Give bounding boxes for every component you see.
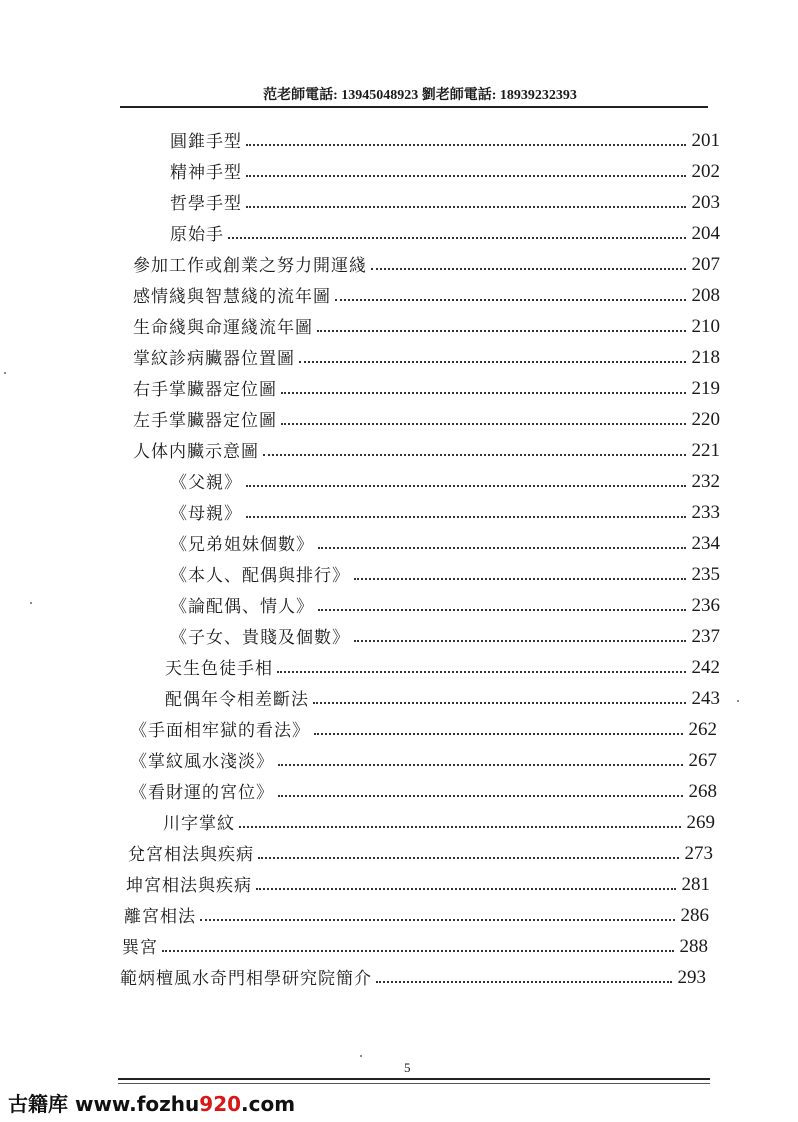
toc-entry[interactable] xyxy=(133,277,720,307)
toc-entry-title: 《掌紋風水淺淡》 xyxy=(130,752,274,772)
toc-entry-page: 262 xyxy=(688,719,717,740)
toc-entry-page: 243 xyxy=(691,688,720,709)
toc-entry-page: 293 xyxy=(677,967,706,988)
footer-rule-thin xyxy=(118,1083,710,1084)
toc-entry-title: 《論配偶、情人》 xyxy=(170,597,314,617)
toc-entry[interactable] xyxy=(128,835,713,865)
toc-entry-page: 218 xyxy=(691,347,720,368)
scan-speck xyxy=(360,1055,362,1057)
toc-entry-page: 220 xyxy=(691,409,720,430)
toc-leader-dots xyxy=(200,918,675,921)
scan-speck xyxy=(30,602,32,604)
toc-entry-title: 原始手 xyxy=(170,225,224,245)
toc-leader-dots xyxy=(281,391,686,394)
toc-entry[interactable] xyxy=(170,618,720,648)
toc-entry[interactable] xyxy=(130,773,717,803)
watermark-brand-a: fozhu xyxy=(136,1092,200,1116)
toc-leader-dots xyxy=(318,546,686,549)
watermark-suffix: .com xyxy=(241,1092,296,1116)
toc-leader-dots xyxy=(278,794,683,797)
toc-entry-title: 巽宮 xyxy=(122,938,158,958)
scan-speck xyxy=(4,372,6,374)
toc-leader-dots xyxy=(313,701,686,704)
toc-entry[interactable] xyxy=(133,432,720,462)
toc-entry[interactable] xyxy=(170,525,720,555)
toc-entry[interactable] xyxy=(122,928,708,958)
toc-entry[interactable] xyxy=(170,494,720,524)
toc-entry-title: 《本人、配偶與排行》 xyxy=(170,566,350,586)
watermark-brand-b: 920 xyxy=(199,1092,242,1116)
toc-leader-dots xyxy=(314,732,683,735)
toc-entry-page: 242 xyxy=(691,657,720,678)
toc-entry[interactable] xyxy=(170,587,720,617)
toc-entry[interactable] xyxy=(133,401,720,431)
toc-entry[interactable] xyxy=(130,711,717,741)
header-rule xyxy=(120,106,708,108)
toc-entry[interactable] xyxy=(133,308,720,338)
toc-entry-page: 233 xyxy=(691,502,720,523)
toc-entry[interactable] xyxy=(170,184,720,214)
toc-leader-dots xyxy=(317,329,686,332)
toc-entry-page: 237 xyxy=(691,626,720,647)
toc-entry[interactable] xyxy=(120,959,706,989)
scan-speck xyxy=(737,700,739,702)
toc-entry-title: 兌宮相法與疾病 xyxy=(128,845,254,865)
toc-leader-dots xyxy=(162,949,674,952)
toc-entry[interactable] xyxy=(170,122,720,152)
toc-entry[interactable] xyxy=(130,742,717,772)
toc-entry-title: 坤宮相法與疾病 xyxy=(126,876,252,896)
toc-leader-dots xyxy=(354,639,686,642)
toc-entry-title: 左手掌臟器定位圖 xyxy=(133,411,277,431)
toc-entry-page: 201 xyxy=(691,130,720,151)
toc-entry[interactable] xyxy=(124,897,709,927)
footer-rule xyxy=(118,1078,710,1080)
toc-leader-dots xyxy=(277,670,686,673)
toc-entry-title: 感情綫與智慧綫的流年圖 xyxy=(133,287,331,307)
toc-leader-dots xyxy=(246,143,686,146)
toc-entry-page: 268 xyxy=(688,781,717,802)
toc-leader-dots xyxy=(246,515,686,518)
toc-leader-dots xyxy=(239,825,681,828)
toc-entry-page: 234 xyxy=(691,533,720,554)
toc-entry-page: 286 xyxy=(680,905,709,926)
toc-entry-title: 川字掌紋 xyxy=(163,814,235,834)
toc-leader-dots xyxy=(263,453,686,456)
toc-leader-dots xyxy=(371,267,686,270)
toc-entry-title: 參加工作或創業之努力開運綫 xyxy=(133,256,367,276)
toc-entry-title: 《看財運的宮位》 xyxy=(130,783,274,803)
toc-entry-title: 範炳檀風水奇門相學研究院簡介 xyxy=(120,969,372,989)
toc-leader-dots xyxy=(318,608,686,611)
toc-entry-page: 221 xyxy=(691,440,720,461)
toc-entry-page: 202 xyxy=(691,161,720,182)
toc-leader-dots xyxy=(354,577,686,580)
toc-leader-dots xyxy=(246,205,686,208)
toc-entry[interactable] xyxy=(170,556,720,586)
toc-entry[interactable] xyxy=(133,246,720,276)
toc-leader-dots xyxy=(278,763,683,766)
toc-entry-page: 232 xyxy=(691,471,720,492)
toc-entry-title: 人体内臟示意圖 xyxy=(133,442,259,462)
toc-leader-dots xyxy=(335,298,686,301)
toc-entry-title: 《子女、貴賤及個數》 xyxy=(170,628,350,648)
toc-entry-page: 273 xyxy=(684,843,713,864)
toc-entry-title: 生命綫與命運綫流年圖 xyxy=(133,318,313,338)
toc-entry-page: 281 xyxy=(681,874,710,895)
toc-entry-title: 《父親》 xyxy=(170,473,242,493)
toc-entry-title: 離宮相法 xyxy=(124,907,196,927)
watermark-prefix: 古籍库 www. xyxy=(8,1092,137,1116)
site-watermark xyxy=(8,1088,295,1117)
toc-entry[interactable] xyxy=(163,804,715,834)
toc-entry[interactable] xyxy=(170,215,720,245)
toc-entry-title: 《母親》 xyxy=(170,504,242,524)
toc-entry-page: 288 xyxy=(679,936,708,957)
toc-leader-dots xyxy=(281,422,686,425)
toc-entry-title: 《兄弟姐妹個數》 xyxy=(170,535,314,555)
toc-entry-title: 精神手型 xyxy=(170,163,242,183)
toc-leader-dots xyxy=(228,236,686,239)
toc-leader-dots xyxy=(258,856,679,859)
toc-entry[interactable] xyxy=(133,339,720,369)
toc-entry-page: 210 xyxy=(691,316,720,337)
toc-leader-dots xyxy=(299,360,686,363)
toc-entry-page: 269 xyxy=(686,812,715,833)
toc-entry-page: 236 xyxy=(691,595,720,616)
toc-entry[interactable] xyxy=(126,866,710,896)
toc-entry-title: 掌紋診病臟器位置圖 xyxy=(133,349,295,369)
toc-entry[interactable] xyxy=(170,153,720,183)
toc-entry-page: 208 xyxy=(691,285,720,306)
toc-entry-page: 267 xyxy=(688,750,717,771)
toc-entry-title: 圓錐手型 xyxy=(170,132,242,152)
toc-entry[interactable] xyxy=(165,649,720,679)
header-phone-text: 范老師電話: 13945048923 劉老師電話: 18939232393 xyxy=(263,88,577,103)
toc-entry-page: 235 xyxy=(691,564,720,585)
toc-entry-title: 右手掌臟器定位圖 xyxy=(133,380,277,400)
toc-leader-dots xyxy=(246,174,686,177)
toc-entry-page: 207 xyxy=(691,254,720,275)
toc-entry-page: 204 xyxy=(691,223,720,244)
toc-entry-title: 《手面相牢獄的看法》 xyxy=(130,721,310,741)
toc-entry-page: 219 xyxy=(691,378,720,399)
toc-entry-title: 哲學手型 xyxy=(170,194,242,214)
toc-entry-page: 203 xyxy=(691,192,720,213)
toc-leader-dots xyxy=(256,887,676,890)
toc-entry-title: 配偶年令相差斷法 xyxy=(165,690,309,710)
page-number: 5 xyxy=(404,1060,411,1075)
toc-entry[interactable] xyxy=(165,680,720,710)
toc-entry[interactable] xyxy=(170,463,720,493)
toc-entry[interactable] xyxy=(133,370,720,400)
toc-leader-dots xyxy=(376,980,672,983)
toc-leader-dots xyxy=(246,484,686,487)
toc-entry-title: 天生色徒手相 xyxy=(165,659,273,679)
